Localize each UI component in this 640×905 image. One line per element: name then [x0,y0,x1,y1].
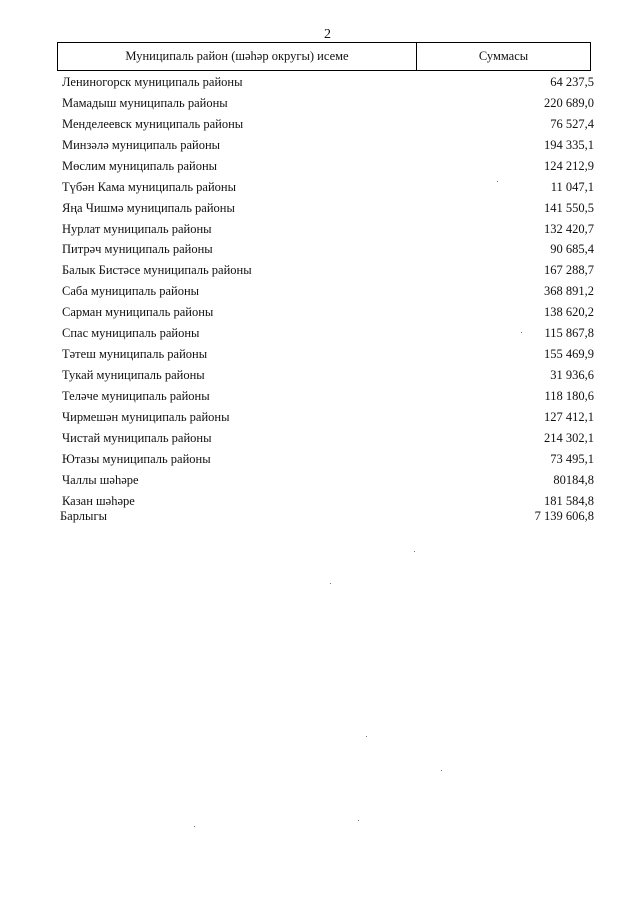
row-sum: 138 620,2 [544,305,594,320]
row-name: Яңа Чишмә муниципаль районы [62,200,235,215]
row-name: Чистай муниципаль районы [62,430,212,445]
row-name: Тукай муниципаль районы [62,368,205,383]
table-row [60,260,594,281]
scan-speck [194,826,195,827]
total-label: Барлыгы [60,509,107,523]
row-sum: 115 867,8 [544,326,594,341]
row-name: Мамадыш муниципаль районы [62,95,228,110]
table-row [60,240,594,261]
row-sum: 141 550,5 [544,200,594,215]
table-row [60,449,594,470]
row-name: Мөслим муниципаль районы [62,158,218,173]
table-row [60,386,594,407]
row-sum: 132 420,7 [544,221,594,236]
row-sum: 167 288,7 [544,263,594,278]
total-row [60,509,594,524]
row-sum: 64 237,5 [550,74,594,89]
table-row [60,72,594,93]
page-number: 2 [324,27,331,42]
table-row [60,114,594,135]
scan-speck [330,583,331,584]
header-sum-column: Суммасы [478,49,529,63]
row-sum: 155 469,9 [544,347,594,362]
table-row [60,281,594,302]
table-body [60,72,594,512]
table-row [60,156,594,177]
row-sum: 90 685,4 [550,242,594,257]
row-name: Спас муниципаль районы [62,326,200,341]
scan-speck [414,551,415,552]
header-name-column: Муниципаль район (шәһәр округы) исеме [58,43,417,70]
row-sum: 118 180,6 [544,389,594,404]
row-name: Теләче муниципаль районы [62,389,210,404]
row-sum: 76 527,4 [550,116,594,131]
table-row [60,219,594,240]
table-header [57,42,591,71]
table-row [60,93,594,114]
row-name: Сарман муниципаль районы [62,305,214,320]
table-row [60,407,594,428]
row-name: Питрәч муниципаль районы [62,242,213,257]
row-sum: 368 891,2 [544,284,594,299]
table-row [60,344,594,365]
scan-speck [441,770,442,771]
row-name: Балык Бистәсе муниципаль районы [62,263,252,278]
row-name: Түбән Кама муниципаль районы [62,179,236,194]
row-sum: 31 936,6 [550,368,594,383]
row-sum: 124 212,9 [544,158,594,173]
table-row [60,177,594,198]
row-name: Чирмешән муниципаль районы [62,409,230,424]
table-row [60,135,594,156]
row-sum: 11 047,1 [550,179,594,194]
table-row [60,198,594,219]
row-sum: 214 302,1 [544,430,594,445]
table-row [60,470,594,491]
table-row [60,323,594,344]
scan-speck [521,332,522,333]
row-name: Менделеевск муниципаль районы [62,116,244,131]
row-sum: 127 412,1 [544,409,594,424]
table-row [60,365,594,386]
row-name: Чаллы шәһәре [62,472,139,487]
row-name: Нурлат муниципаль районы [62,221,212,236]
row-sum: 73 495,1 [550,451,594,466]
row-sum: 220 689,0 [544,95,594,110]
row-name: Ютазы муниципаль районы [62,451,211,466]
row-name: Лениногорск муниципаль районы [62,74,243,89]
table-row [60,428,594,449]
row-name: Казан шәһәре [62,493,135,508]
row-name: Тәтеш муниципаль районы [62,347,208,362]
row-sum: 80184,8 [553,472,594,487]
row-name: Саба муниципаль районы [62,284,200,299]
total-sum: 7 139 606,8 [534,509,594,523]
table-row [60,302,594,323]
row-name: Минзәлә муниципаль районы [62,137,221,152]
scan-speck [358,820,359,821]
scan-speck [366,736,367,737]
row-sum: 194 335,1 [544,137,594,152]
scan-speck [497,181,498,182]
row-sum: 181 584,8 [544,493,594,508]
